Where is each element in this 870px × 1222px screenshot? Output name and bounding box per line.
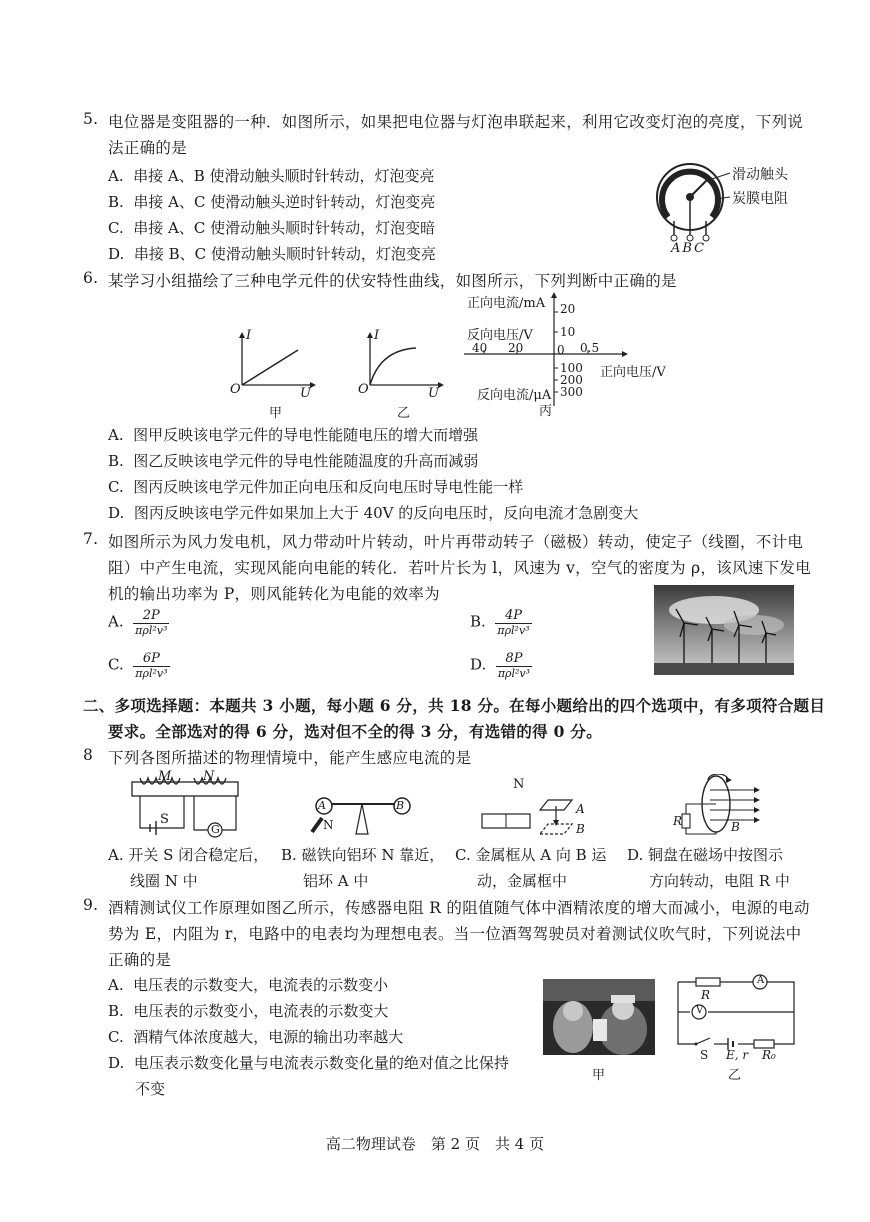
q7-stem-line1: 如图所示为风力发电机，风力带动叶片转动，叶片再带动转子（磁极）转动，使定子（线圈，不计电 [108,533,804,551]
q8-number: 8 [83,746,94,764]
graph-bing-tick-10: 10 [560,325,576,339]
q7-option-b: B. $\frac{4P}{\text{πρl²v³}}$ [470,608,530,637]
breathalyzer-photo [543,979,655,1055]
graph-bing-tick-zero: 0 [557,343,565,357]
q9-stem-line3: 正确的是 [108,951,172,969]
wind-turbine-photo [654,585,794,675]
q8-option-d-line2: 方向转动，电阻 R 中 [649,872,790,890]
potentiometer-contact-label: 滑动触头 [732,167,788,183]
q8-option-c-line1: C. 金属框从 A 向 B 运 [455,846,607,864]
graph-bing-tick-40: 40 [472,341,488,355]
q7-number: 7. [83,530,99,548]
q5-stem-line2: 法正确的是 [108,139,188,157]
q8-fig-a-label-n: N [203,769,215,784]
q5-stem-line1: 电位器是变阻器的一种．如图所示，如果把电位器与灯泡串联起来，利用它改变灯泡的亮度，下列说 [108,113,804,131]
graph-bing-rev-current-label: 反向电流/μA [477,388,552,403]
q8-fig-b-label-b: B [396,799,405,812]
graph-jia-axis-u: U [300,386,311,401]
q5-option-a: A. 串接 A、B 使滑动触头顺时针转动，灯泡变亮 [108,167,435,185]
q6-option-d: D. 图丙反映该电学元件如果加上大于 40V 的反向电压时，反向电流才急剧变大 [108,504,639,522]
graph-bing-caption: 丙 [539,404,553,419]
q8-fig-a-label-s: S [160,812,169,827]
page-footer: 高二物理试卷 第 2 页 共 4 页 [325,1135,545,1153]
q9-option-d-continued: 不变 [135,1080,166,1098]
q8-fig-b-label-a: A [318,799,326,812]
q8-fig-d-disc [670,774,770,842]
q8-stem-line1: 下列各图所描述的物理情境中，能产生感应电流的是 [108,749,472,767]
q8-fig-c-label-n: N [513,777,525,792]
q8-option-b-line2: 铝环 A 中 [303,872,369,890]
graph-bing-tick-05: 0.5 [580,341,600,355]
q8-fig-b-label-n: N [323,818,334,832]
q8-fig-d-label-b: B [731,820,740,834]
graph-yi-origin: O [358,382,369,397]
q6-option-b: B. 图乙反映该电学元件的导电性能随温度的升高而减弱 [108,452,479,470]
q5-option-d: D. 串接 B、C 使滑动触头顺时针转动，灯泡变亮 [108,245,436,263]
q8-option-c-line2: 动，金属框中 [477,872,568,890]
graph-bing-rev-voltage-label: 反向电压/V [467,328,533,343]
graph-bing-fwd-voltage-label: 正向电压/V [600,365,666,380]
graph-jia-caption: 甲 [269,406,283,421]
circuit-label-voltmeter: V [696,1005,704,1016]
circuit-label-source: E, r [726,1048,749,1062]
q8-option-b-line1: B. 磁铁向铝环 N 靠近， [281,846,445,864]
q6-stem-line1: 某学习小组描绘了三种电学元件的伏安特性曲线，如图所示，下列判断中正确的是 [108,272,677,290]
circuit-label-switch: S [700,1048,709,1062]
potentiometer-film-label: 炭膜电阻 [732,191,788,207]
q8-fig-d-label-r: R [673,814,683,828]
breathalyzer-photo-caption: 甲 [592,1068,606,1083]
graph-jia-axis-i: I [246,328,252,343]
graph-bing-fwd-current-label: 正向电流/mA [467,296,546,311]
q9-option-b: B. 电压表的示数变小，电流表的示数变大 [108,1002,389,1020]
q9-option-c: C. 酒精气体浓度越大，电源的输出功率越大 [108,1028,404,1046]
q5-option-c: C. 串接 A、C 使滑动触头顺时针转动，灯泡变暗 [108,219,436,237]
graph-bing-tick-200: 200 [560,373,583,387]
graph-yi-axis-i: I [374,328,380,343]
graph-bing-tick-100: 100 [560,361,583,375]
q9-option-a: A. 电压表的示数变大，电流表的示数变小 [108,976,389,994]
q8-fig-c-label-b: B [576,822,585,836]
q8-fig-a-label-g: G [211,823,220,836]
q7-option-a: A. $\frac{2P}{\text{πρl²v³}}$ [108,608,168,637]
graph-jia-origin: O [230,382,241,397]
q8-fig-a-label-m: M [158,769,172,784]
circuit-label-ammeter: A [757,975,765,986]
q8-fig-c-label-a: A [576,802,585,816]
q6-number: 6. [83,269,99,287]
q8-option-d-line1: D. 铜盘在磁场中按图示 [627,846,784,864]
q7-option-d: D. $\frac{8P}{\text{πρl²v³}}$ [470,651,531,680]
q8-fig-a-coils [128,772,248,840]
graph-bing-tick-20: 20 [560,302,576,316]
q9-stem-line1: 酒精测试仪工作原理如图乙所示，传感器电阻 R 的阻值随气体中酒精浓度的增大而减小，电源的电动 [108,899,810,917]
graph-yi-axis-u: U [428,386,439,401]
graph-yi-caption: 乙 [397,406,411,421]
q7-stem-line3: 机的输出功率为 P，则风能转化为电能的效率为 [108,585,440,603]
q9-option-d: D. 电压表示数变化量与电流表示数变化量的绝对值之比保持 [108,1054,509,1072]
q9-stem-line2: 势为 E，内阻为 r，电路中的电表均为理想电表。当一位酒驾驾驶员对着测试仪吹气时，下列说法中 [108,925,802,943]
circuit-caption: 乙 [728,1068,742,1083]
q9-number: 9. [83,896,99,914]
q5-number: 5. [83,110,99,128]
circuit-label-r0: R₀ [762,1048,776,1062]
graph-bing-tick-300: 300 [560,385,583,399]
q7-option-c: C. $\frac{6P}{\text{πρl²v³}}$ [108,651,168,680]
q8-option-a-line2: 线圈 N 中 [130,872,198,890]
potentiometer-terminals-label: ABC [671,241,707,256]
section2-header-line1: 二、多项选择题：本题共 3 小题，每小题 6 分，共 18 分。在每小题给出的四个选项中，有多项符合题目 [83,696,826,715]
graph-bing-tick-left-20: 20 [508,341,524,355]
circuit-label-r: R [701,988,711,1002]
q8-fig-c-frame [480,796,590,842]
section2-header-line2: 要求。全部选对的得 6 分，选对但不全的得 3 分，有选错的得 0 分。 [108,722,603,741]
q5-option-b: B. 串接 A、C 使滑动触头逆时针转动，灯泡变亮 [108,193,436,211]
q7-stem-line2: 阻）中产生电流，实现风能向电能的转化．若叶片长为 l，风速为 v，空气的密度为 ρ，该风速下发电 [108,559,812,577]
q6-option-c: C. 图丙反映该电学元件加正向电压和反向电压时导电性能一样 [108,478,524,496]
q6-option-a: A. 图甲反映该电学元件的导电性能随电压的增大而增强 [108,426,479,444]
q8-option-a-line1: A. 开关 S 闭合稳定后， [108,846,269,864]
